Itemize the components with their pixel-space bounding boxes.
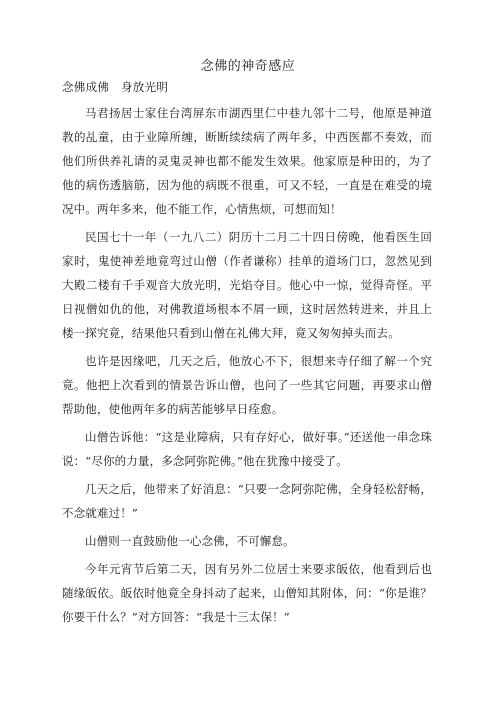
paragraph: 民国七十一年（一九八二）阴历十二月二十四日傍晚，他看医生回家时，鬼使神差地竟弯过山僧（作者谦称）挂单的道场门口，忽然见到大殿二楼有千手观音大放光明，光焰夺目。他心中一惊，觉得奇怪。平日视僧如仇的他，对佛教道场根本不屑一顾，这时居然转进来，并且上楼一探究竟，结果他只看到山僧在礼佛大拜，竟又匆匆掉头而去。: [62, 230, 432, 340]
paragraph: 马君扬居士家住台湾屏东市湖西里仁中巷九邻十二号，他原是神道教的乩童，由于业障所缠，断断续续病了两年多，中西医都不奏效，而他们所供养礼请的灵鬼灵神也都不能发生效果。他家原是种田的，为了他的病伤透脑筋，因为他的病既不很重，可又不轻，一直是在难受的境况中。两年多来，他不能工作，心情焦烦，可想而知！: [62, 106, 432, 216]
document-body: [62, 101, 432, 633]
paragraph: 山僧则一直鼓励他一心念佛，不可懈怠。: [85, 534, 295, 548]
document-title: 念佛的神奇感应: [200, 59, 296, 74]
paragraph: 也许是因缘吧，几天之后，他放心不下，很想来寺仔细了解一个究竟。他把上次看到的情景告诉山僧，也问了一些其它问题，再要求山僧帮助他，使他两年多的病苦能够早日痊愈。: [62, 354, 432, 416]
document-subtitle: 念佛成佛 身放光明: [62, 80, 169, 94]
paragraph: 山僧告诉他：“这是业障病，只有存好心，做好事。”还送他一串念珠说：“尽你的力量，多念阿弥陀佛。”他在犹豫中接受了。: [62, 430, 432, 468]
paragraph: 今年元宵节后第二天，因有另外二位居士来要求皈依，他看到后也随缘皈依。皈依时他竟全身抖动了起来，山僧知其附体，问：“你是谁？你要干什么？”对方回答：“我是十三太保！”: [62, 562, 432, 624]
paragraph: 几天之后，他带来了好消息：“只要一念阿弥陀佛，全身轻松舒畅，不念就难过！”: [62, 482, 432, 520]
